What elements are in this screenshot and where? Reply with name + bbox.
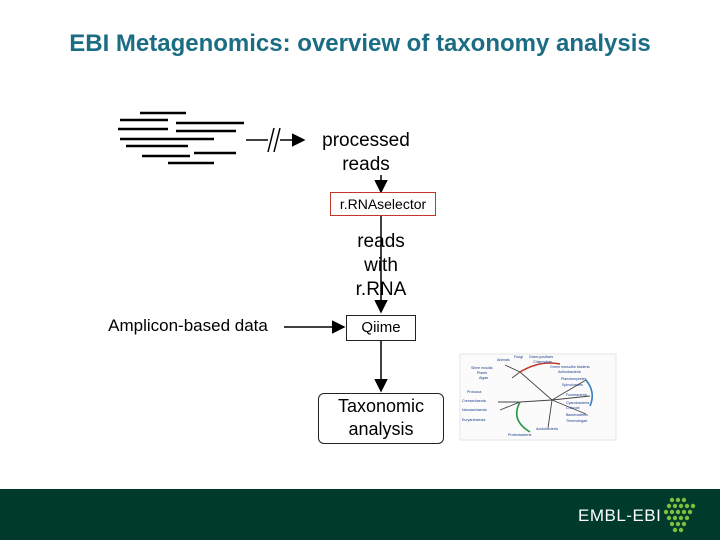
svg-text:Nanoarchaeota: Nanoarchaeota xyxy=(462,408,487,412)
svg-text:Gram-positives: Gram-positives xyxy=(529,355,554,359)
svg-text:Actinobacteria: Actinobacteria xyxy=(558,370,581,374)
svg-text:Green nonsulfur bacteria: Green nonsulfur bacteria xyxy=(550,365,590,369)
reads-with-rrna-label: reads with r.RNA xyxy=(355,231,407,300)
amplicon-data-label: Amplicon-based data xyxy=(108,316,268,335)
svg-text:Crenarchaeota: Crenarchaeota xyxy=(462,399,486,403)
rna-selector-box xyxy=(330,192,436,216)
qiime-label: Qiime xyxy=(361,319,401,336)
svg-text:Thermotogae: Thermotogae xyxy=(566,419,588,423)
svg-text:Protozoa: Protozoa xyxy=(467,390,482,394)
svg-text:Fusobacteria: Fusobacteria xyxy=(566,393,587,397)
sequence-reads-icon xyxy=(118,113,244,163)
svg-text:Fungi: Fungi xyxy=(514,355,523,359)
svg-text:Slime moulds: Slime moulds xyxy=(471,366,493,370)
svg-text:Plants: Plants xyxy=(477,371,487,375)
svg-text:Bacteroidetes: Bacteroidetes xyxy=(566,413,588,417)
svg-text:Planctomycetes: Planctomycetes xyxy=(561,377,587,381)
svg-text:Spirochaetes: Spirochaetes xyxy=(562,383,583,387)
svg-text:Proteobacteria: Proteobacteria xyxy=(508,433,532,437)
svg-text:Animals: Animals xyxy=(497,358,510,362)
svg-text:Chlorobi: Chlorobi xyxy=(566,406,580,410)
svg-text:Cyanobacteria: Cyanobacteria xyxy=(566,401,590,405)
svg-text:Chlamydiae: Chlamydiae xyxy=(533,360,552,364)
qiime-box xyxy=(346,315,416,341)
slide-title: EBI Metagenomics: overview of taxonomy analysis xyxy=(69,30,651,57)
tree-of-life-thumbnail xyxy=(460,354,616,440)
svg-text:Algae: Algae xyxy=(479,376,489,380)
svg-text:Euryarchaeota: Euryarchaeota xyxy=(462,418,486,422)
reads-to-processed-arrow xyxy=(246,128,304,152)
taxonomic-analysis-box: Taxonomic analysis xyxy=(318,393,444,444)
rna-selector-label: r.RNAselector xyxy=(339,196,427,212)
svg-text:Acidobacteria: Acidobacteria xyxy=(536,427,558,431)
processed-reads-label: processed reads xyxy=(322,130,410,175)
embl-ebi-logo-text: EMBL-EBI xyxy=(578,506,662,525)
